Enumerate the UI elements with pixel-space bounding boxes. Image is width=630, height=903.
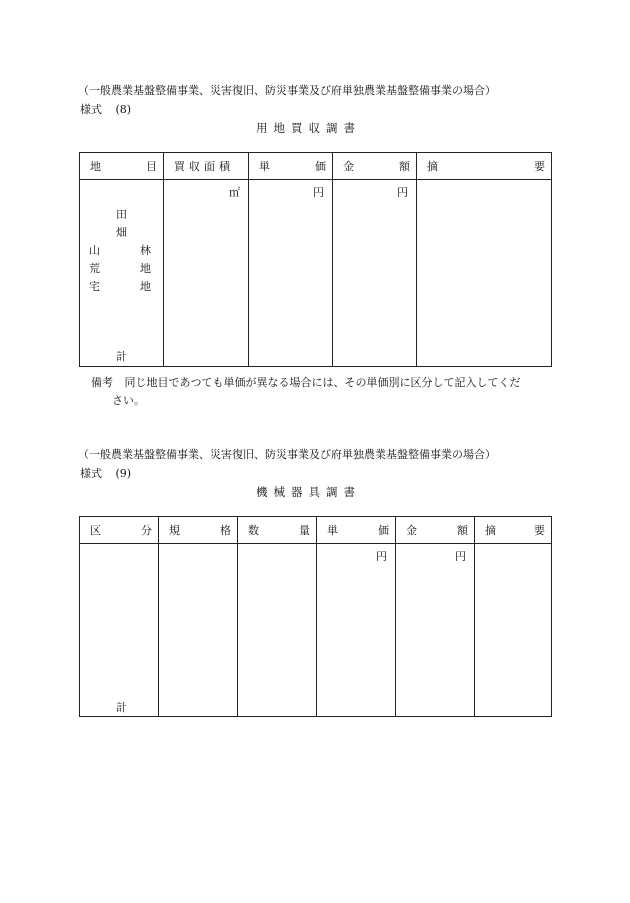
form8-header-unit-price: 単 価 — [249, 153, 333, 180]
form9-unit-price-cell[interactable] — [317, 544, 396, 717]
form8-style-label: 様式 — [80, 103, 102, 116]
form9-header-category: 区 分 — [80, 517, 159, 544]
form9-title: 機械器具調書 — [256, 485, 361, 499]
land-type-wasteland: 荒 地 — [89, 262, 151, 275]
form8-unit-price-cell[interactable] — [249, 180, 333, 367]
form9-header-spec: 規 格 — [159, 517, 238, 544]
form8-note-line1: 同じ地目であつても単価が異なる場合には、その単価別に区分して記入してくだ — [124, 376, 521, 389]
area-unit: ㎡ — [229, 186, 240, 199]
form9-header-amount: 金 額 — [396, 517, 475, 544]
land-type-residential: 宅 地 — [89, 280, 151, 293]
form8-header-amount: 金 額 — [333, 153, 417, 180]
form8-header-land-type: 地 目 — [80, 153, 164, 180]
unit-price-unit: 円 — [313, 186, 324, 199]
form8-header-remarks: 摘 要 — [417, 153, 552, 180]
form9-style-label: 様式 — [80, 467, 102, 480]
form8-area-cell[interactable] — [164, 180, 249, 367]
form9-total-label: 計 — [116, 701, 127, 714]
form8-style — [80, 101, 131, 117]
land-type-rice-field: 田 — [116, 208, 127, 221]
form9-table — [79, 516, 552, 717]
amount-unit: 円 — [397, 186, 408, 199]
land-type-forest: 山 林 — [89, 244, 151, 257]
form8-table — [79, 152, 552, 367]
form8-remarks-cell[interactable] — [417, 180, 552, 367]
form9-remarks-cell[interactable] — [475, 544, 552, 717]
form8-note-continued: さい。 — [112, 394, 145, 407]
form9-spec-cell[interactable] — [159, 544, 238, 717]
form9-amount-cell[interactable] — [396, 544, 475, 717]
form8-land-type-cell — [80, 180, 164, 367]
form9-header-unit-price: 単 価 — [317, 517, 396, 544]
form9-style — [80, 465, 131, 481]
form8-title: 用地買収調書 — [256, 121, 361, 135]
form9-category: （一般農業基盤整備事業、災害復旧、防災事業及び府単独農業基盤整備事業の場合） — [78, 448, 496, 461]
form9-amount-unit: 円 — [455, 550, 466, 563]
form9-unit-price-unit: 円 — [376, 550, 387, 563]
form8-amount-cell[interactable] — [333, 180, 417, 367]
form8-style-number: (8) — [115, 103, 132, 116]
form8-category: （一般農業基盤整備事業、災害復旧、防災事業及び府単独農業基盤整備事業の場合） — [78, 84, 496, 97]
form9-category-cell[interactable] — [80, 544, 159, 717]
form8-note-label: 備考 — [91, 376, 113, 389]
form9-header-quantity: 数 量 — [238, 517, 317, 544]
form9-style-number: (9) — [115, 467, 132, 480]
form8-header-purchase-area: 買収面積 — [164, 153, 249, 180]
form9-header-remarks: 摘 要 — [475, 517, 552, 544]
land-type-dry-field: 畑 — [116, 226, 127, 239]
form8-note — [91, 374, 521, 390]
form9-quantity-cell[interactable] — [238, 544, 317, 717]
form8-total-label: 計 — [116, 350, 127, 363]
